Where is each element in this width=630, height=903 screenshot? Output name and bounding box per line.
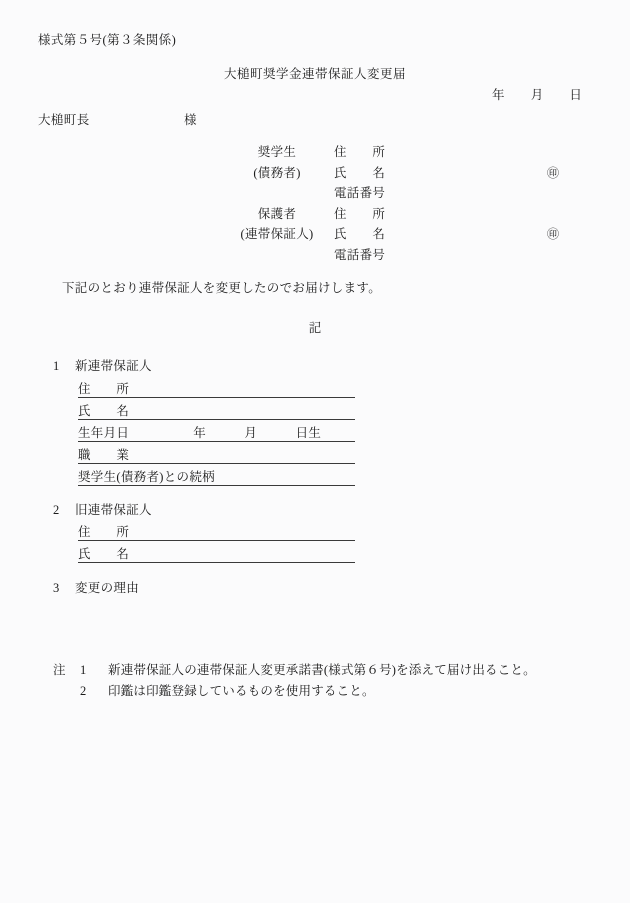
page-title: 大槌町奨学金連帯保証人変更届 [223, 67, 406, 81]
section-title: 新連帯保証人 [75, 359, 152, 373]
party-field-label: 住 所 [334, 145, 386, 159]
party-row [236, 142, 400, 163]
party-information-block [236, 142, 400, 265]
addressee-name: 大槌町長 [38, 113, 90, 127]
party-field-label: 氏 名 [334, 227, 386, 241]
field-row[interactable] [78, 464, 355, 486]
notes-label: 注 [53, 663, 66, 677]
note-text: 新連帯保証人の連帯保証人変更承諾書(様式第６号)を添えて届け出ること。 [108, 663, 536, 677]
field-label: 職 業 [78, 447, 130, 462]
addressee-honorific: 様 [184, 113, 197, 127]
section-number: 2 [53, 503, 60, 517]
field-row[interactable] [78, 398, 355, 420]
section-title: 変更の理由 [75, 581, 140, 595]
party-row [236, 224, 400, 245]
party-field-label: 氏 名 [334, 165, 386, 180]
party-field-label: 住 所 [334, 206, 386, 221]
seal-stamp-icon: ㊞ [547, 166, 560, 180]
party-row [236, 204, 400, 225]
field-label: 氏 名 [78, 546, 130, 561]
form-number: 様式第５号(第３条関係) [38, 33, 177, 47]
party-role-label: 奨学生 [257, 145, 297, 159]
note-item [53, 660, 536, 681]
section-heading-2 [53, 500, 152, 518]
party-role-label: (連帯保証人) [240, 227, 314, 241]
field-label: 氏 名 [78, 403, 130, 418]
note-text: 印鑑は印鑑登録しているものを使用すること。 [108, 684, 375, 698]
ki-marker: 記 [308, 321, 322, 335]
field-label: 住 所 [78, 524, 130, 539]
party-row [236, 183, 400, 204]
field-label: 住 所 [78, 381, 130, 396]
section-title: 旧連帯保証人 [75, 503, 152, 517]
field-row[interactable] [78, 442, 355, 464]
note-number: 1 [80, 663, 87, 677]
field-row[interactable] [78, 376, 355, 398]
party-role-label: (債務者) [253, 165, 301, 180]
seal-stamp-icon: ㊞ [547, 227, 560, 241]
field-label: 奨学生(債務者)との続柄 [78, 469, 215, 484]
section-heading-1 [53, 356, 152, 374]
new-guarantor-fields [78, 376, 355, 486]
old-guarantor-fields [78, 519, 355, 563]
notes-block [53, 660, 536, 702]
field-row[interactable] [78, 420, 355, 442]
section-number: 1 [53, 359, 60, 373]
party-field-label: 電話番号 [334, 247, 386, 262]
field-row[interactable] [78, 519, 355, 541]
declaration-statement: 下記のとおり連帯保証人を変更したのでお届けします。 [62, 281, 382, 295]
party-field-label: 電話番号 [334, 186, 386, 200]
date-line: 年 月 日 [492, 88, 583, 102]
party-role-label: 保護者 [257, 206, 297, 221]
party-row [236, 245, 400, 266]
field-label: 生年月日 年 月 日生 [78, 425, 322, 440]
note-item [53, 681, 536, 702]
section-heading-3 [53, 578, 139, 596]
section-number: 3 [53, 581, 60, 595]
field-row[interactable] [78, 541, 355, 563]
note-number: 2 [80, 684, 87, 698]
party-row [236, 163, 400, 184]
